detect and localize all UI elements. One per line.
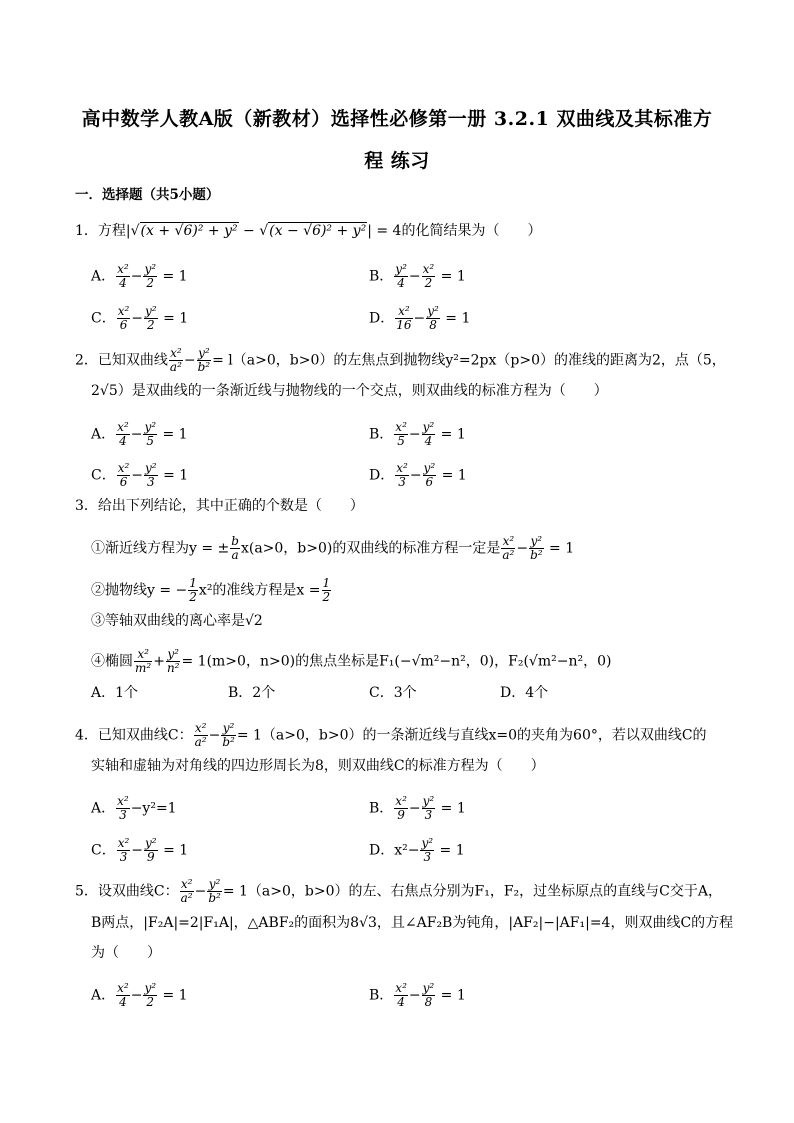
q4-option-a[interactable]: A． $\frac{\text{x²}}{3}$ −y²=1 bbox=[91, 794, 177, 822]
question-1: 1．方程|√(x + √6)² + y² − √(x − √6)² + y²| = 4的化简结果为（ ） bbox=[75, 223, 542, 239]
q2-option-a[interactable]: A． $\frac{\text{x²}}{4}$ − $\frac{\text{y²}}{5}$ = 1 bbox=[91, 420, 188, 448]
q2-option-b[interactable]: B． $\frac{\text{x²}}{5}$ − $\frac{\text{y²}}{4}$ = 1 bbox=[369, 420, 466, 448]
question-2-line1: 2．已知双曲线 $\frac{\text{x²}}{\text{a²}}$ − $\frac{\text{y²}}{\text{b²}}$ = l（a>0，b>0）的左焦点到抛物线y²=2px（p>0）的准线的距离为2，点（5， bbox=[75, 346, 726, 374]
q3-statement-2: ②抛物线y = − $\frac{1}{2}$ x²的准线方程是x = $\frac{1}{2}$ bbox=[91, 576, 331, 604]
q1-text-pre: 1．方程| bbox=[75, 223, 131, 239]
q1-option-c[interactable]: C． $\frac{\text{x²}}{6}$ − $\frac{\text{y²}}{2}$ = 1 bbox=[91, 304, 189, 332]
q3-option-c[interactable]: C．3个 bbox=[369, 685, 417, 701]
section-heading: 一．选择题（共5小题） bbox=[75, 187, 220, 203]
q1-option-a[interactable]: A． $\frac{\text{x²}}{4}$ − $\frac{\text{y²}}{2}$ = 1 bbox=[91, 262, 188, 290]
q5-option-b[interactable]: B． $\frac{\text{x²}}{4}$ − $\frac{\text{y²}}{8}$ = 1 bbox=[369, 981, 466, 1009]
q3-statement-4: ④椭圆 $\frac{\text{x²}}{\text{m²}}$ + $\frac{\text{y²}}{\text{n²}}$ = 1(m>0，n>0)的焦点坐标是F₁(−√m²−n²，0)，F₂(√m²−n²，0) bbox=[91, 647, 612, 675]
question-2-line2: 2√5）是双曲线的一条渐近线与抛物线的一个交点，则双曲线的标准方程为（ ） bbox=[91, 383, 608, 399]
q1-option-b[interactable]: B． $\frac{\text{y²}}{4}$ − $\frac{\text{x²}}{2}$ = 1 bbox=[369, 262, 466, 290]
question-4-line2: 实轴和虚轴为对角线的四边形周长为8，则双曲线C的标准方程为（ ） bbox=[91, 758, 545, 774]
q2-option-d[interactable]: D． $\frac{\text{x²}}{3}$ − $\frac{\text{y²}}{6}$ = 1 bbox=[369, 461, 467, 489]
question-5-line1: 5．设双曲线C： $\frac{\text{x²}}{\text{a²}}$ − $\frac{\text{y²}}{\text{b²}}$ = 1（a>0，b>0）的左、右焦点分别为F₁，F₂，过坐标原点的直线与C交于A， bbox=[75, 877, 722, 905]
document-title-line1: 高中数学人教A版（新教材）选择性必修第一册 3.2.1 双曲线及其标准方 bbox=[81, 108, 713, 130]
q1-option-d[interactable]: D． $\frac{\text{x²}}{16}$ − $\frac{\text{y²}}{8}$ = 1 bbox=[369, 304, 471, 332]
q2-option-c[interactable]: C． $\frac{\text{x²}}{6}$ − $\frac{\text{y²}}{3}$ = 1 bbox=[91, 461, 189, 489]
q5-option-a[interactable]: A． $\frac{\text{x²}}{4}$ − $\frac{\text{y²}}{2}$ = 1 bbox=[91, 981, 188, 1009]
question-5-line2: B两点，|F₂A|=2|F₁A|，△ABF₂的面积为8√3，且∠AF₂B为钝角，|AF₂|−|AF₁|=4，则双曲线C的方程 bbox=[91, 915, 734, 931]
question-5-line3: 为（ ） bbox=[91, 945, 161, 961]
q3-statement-3: ③等轴双曲线的离心率是√2 bbox=[91, 613, 263, 629]
q3-option-d[interactable]: D．4个 bbox=[500, 685, 549, 701]
document-title-line2: 程 练习 bbox=[364, 150, 430, 172]
q3-statement-1: ①渐近线方程为y = ± $\frac{b}{a}$ x(a>0，b>0)的双曲线的标准方程一定是 $\frac{\text{x²}}{\text{a²}}$ − $\frac{\text{y²}}{\text{b²}}$ = 1 bbox=[91, 534, 575, 562]
q1-text-post: | = 4的化简结果为（ ） bbox=[367, 223, 542, 239]
q4-option-c[interactable]: C． $\frac{\text{x²}}{3}$ − $\frac{\text{y²}}{9}$ = 1 bbox=[91, 836, 189, 864]
q1-radical-1: √(x + √6)² + y² bbox=[130, 223, 238, 239]
q3-option-b[interactable]: B．2个 bbox=[228, 685, 276, 701]
question-3: 3．给出下列结论，其中正确的个数是（ ） bbox=[75, 498, 364, 514]
q4-option-d[interactable]: D．x²− $\frac{\text{y²}}{3}$ = 1 bbox=[369, 836, 465, 864]
question-4-line1: 4．已知双曲线C： $\frac{\text{x²}}{\text{a²}}$ − $\frac{\text{y²}}{\text{b²}}$ = 1（a>0，b>0）的一条渐近线与直线x=0的夹角为60°，若以双曲线C的 bbox=[75, 721, 707, 749]
q4-option-b[interactable]: B． $\frac{\text{x²}}{9}$ − $\frac{\text{y²}}{3}$ = 1 bbox=[369, 794, 466, 822]
q3-option-a[interactable]: A．1个 bbox=[91, 685, 139, 701]
q1-radical-2: √(x − √6)² + y² bbox=[259, 223, 367, 239]
